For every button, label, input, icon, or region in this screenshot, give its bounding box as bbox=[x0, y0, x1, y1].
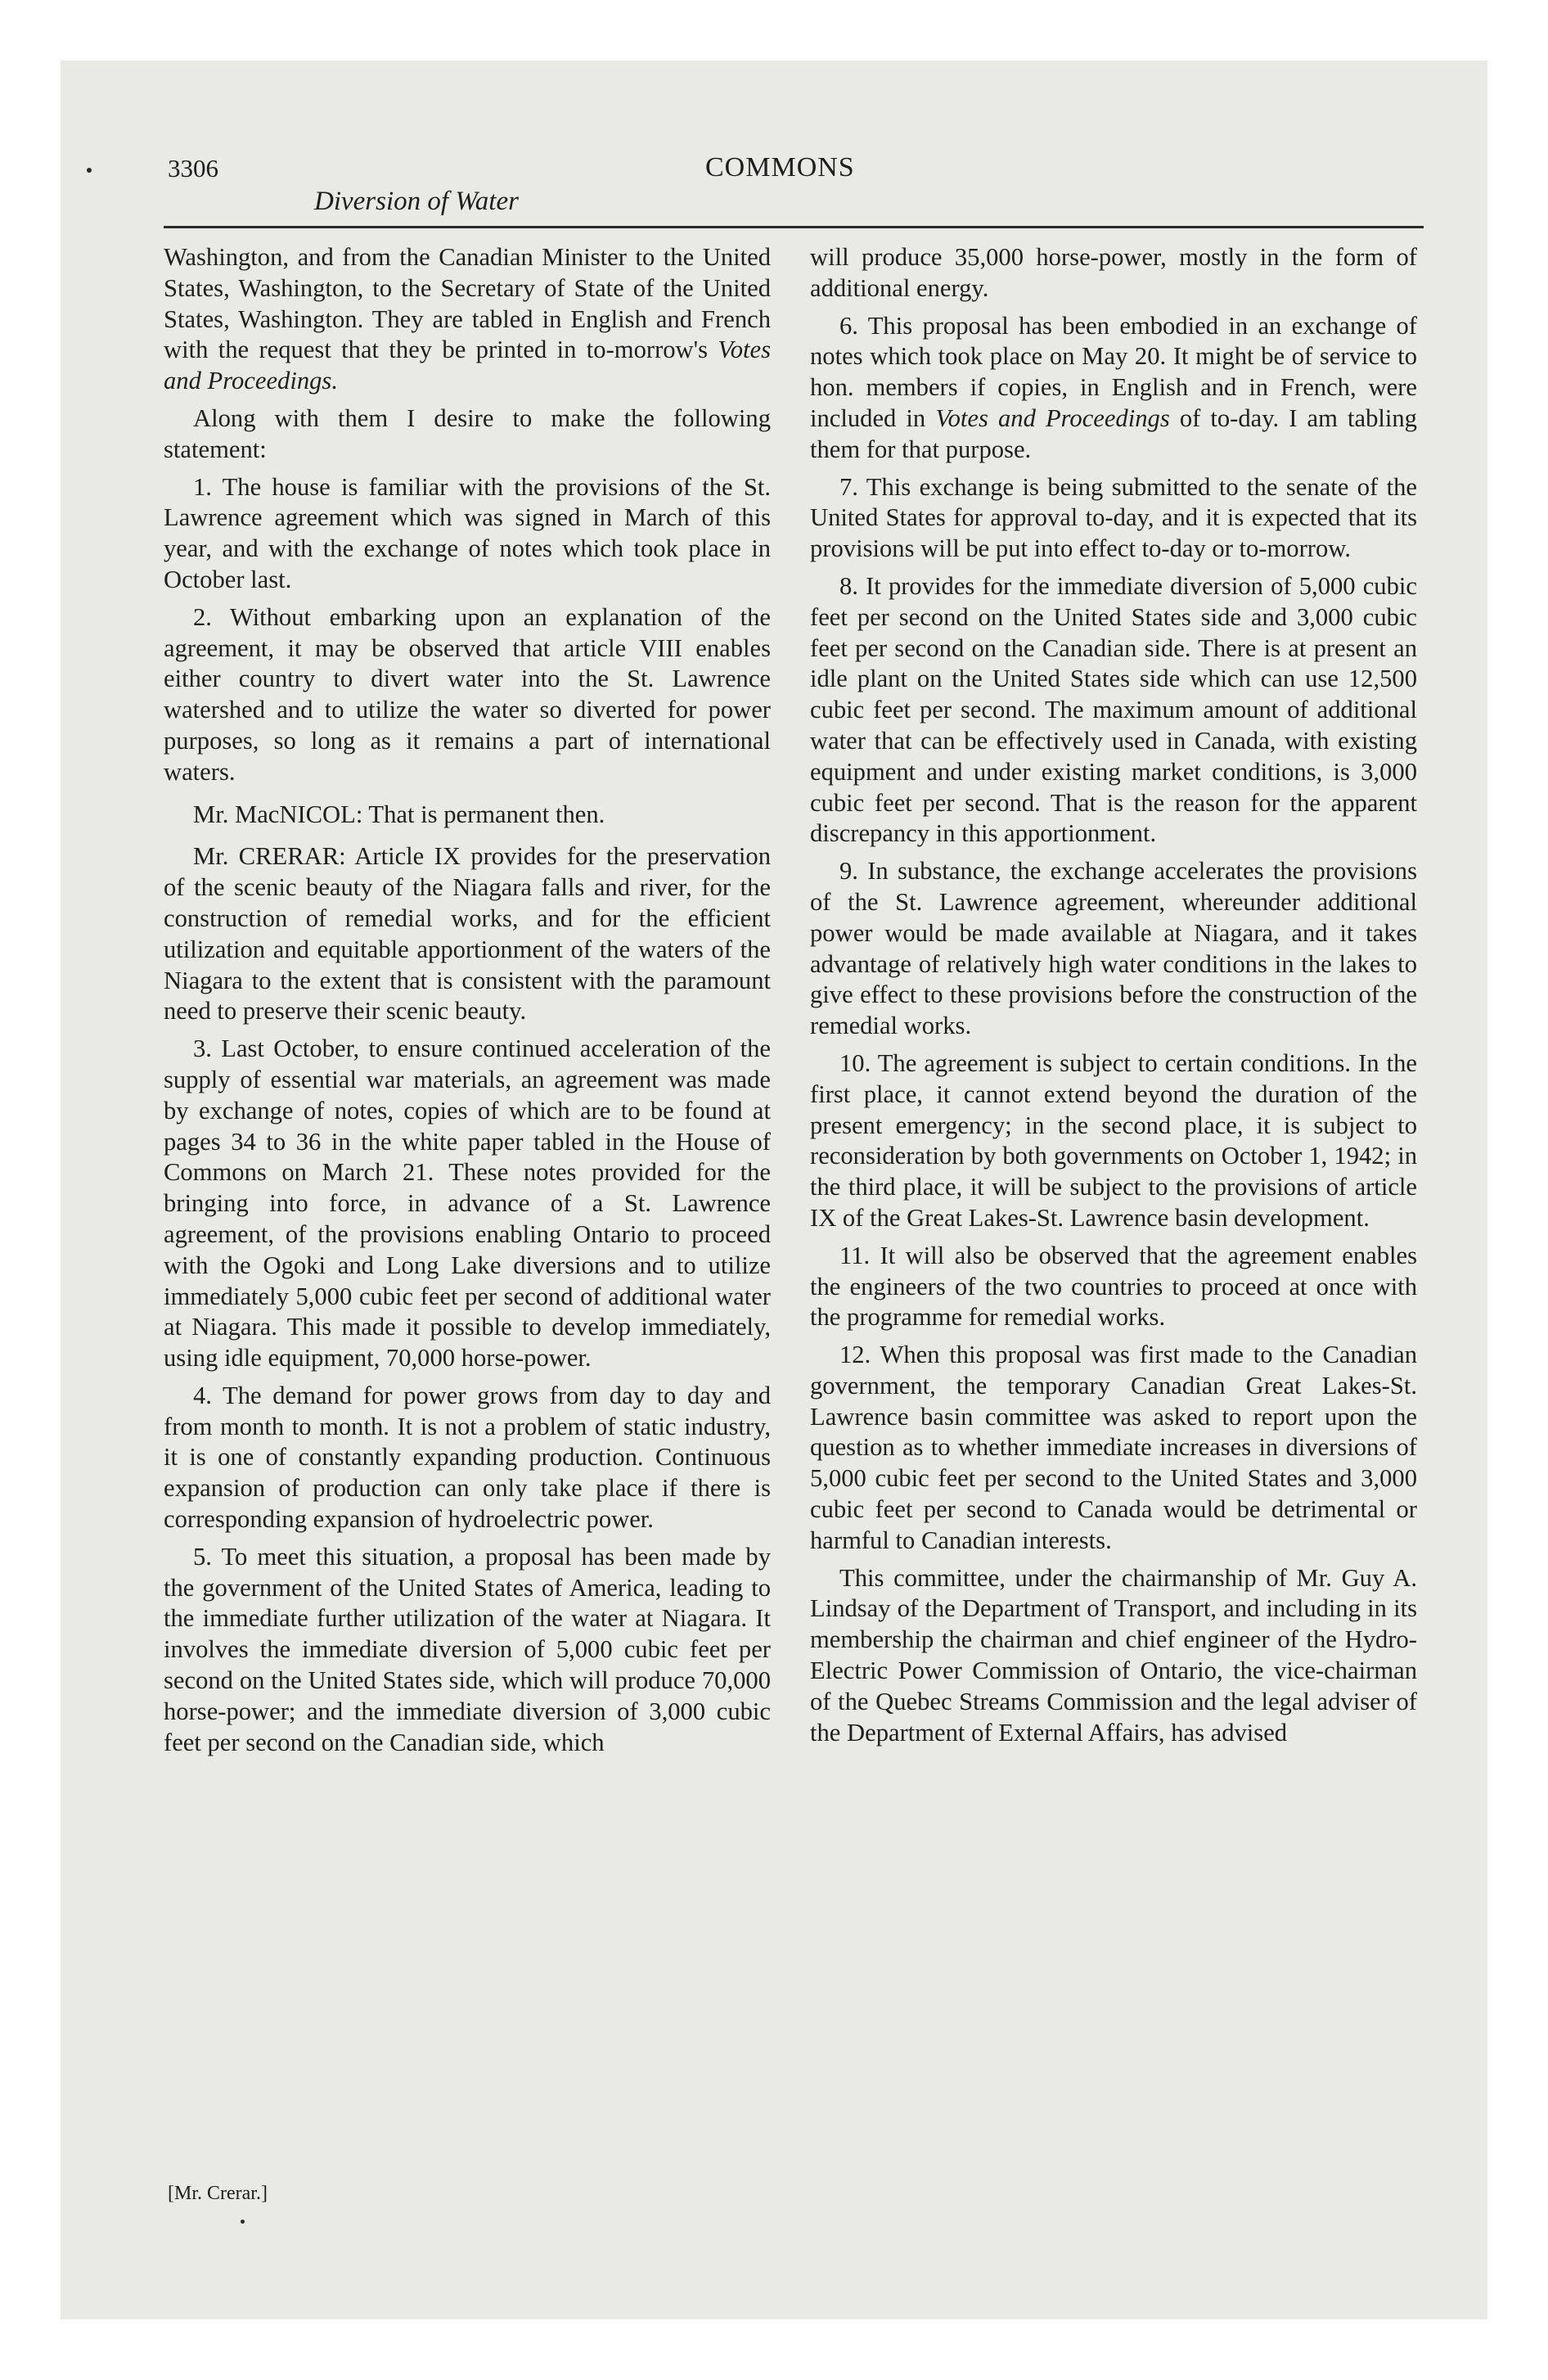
header-rule bbox=[164, 226, 1424, 228]
paragraph: 4. The demand for power grows from day to day and from month to month. It is not a problem of static industry, it is one of constantly expanding production. Continuous expansion of production can only take place if there is corresponding expansion of hydroelectric power. bbox=[164, 1381, 771, 1534]
header-dot bbox=[87, 168, 92, 173]
speaker-attribution: [Mr. Crerar.] bbox=[168, 2183, 268, 2204]
paragraph: This committee, under the chairmanship of Mr. Guy A. Lindsay of the Department of Transport, and including in its membership the chairman and chief engineer of the Hydro-Electric Power Commission of Ontario, the vice-chairman of the Quebec Streams Commission and the legal adviser of the Department of External Affairs, has advised bbox=[810, 1563, 1417, 1747]
paragraph: 2. Without embarking upon an explanation of the agreement, it may be observed that article VIII enables either country to divert water into the St. Lawrence watershed and to utilize the water so diverted for power purposes, so long as it remains a part of international waters. bbox=[164, 602, 771, 786]
paragraph: 12. When this proposal was first made to the Canadian government, the temporary Canadian Great Lakes-St. Lawrence basin committee was asked to report upon the question as to whether immediate increases in diversions of 5,000 cubic feet per second to the United States and 3,000 cubic feet per second to Canada would be detrimental or harmful to Canadian interests. bbox=[810, 1341, 1417, 1554]
paragraph: 3. Last October, to ensure continued acceleration of the supply of essential war materials, an agreement was made by exchange of notes, copies of which are to be found at pages 34 to 36 in the white paper tabled in the House of Commons on March 21. These notes provided for the bringing into force, in advance of a St. Lawrence agreement, of the provisions enabling Ontario to proceed with the Ogoki and Long Lake diversions and to utilize immediately 5,000 cubic feet per second of additional water at Niagara. This made it possible to develop immediately, using idle equipment, 70,000 horse-power. bbox=[164, 1034, 771, 1373]
paragraph: will produce 35,000 horse-power, mostly in the form of additional energy. bbox=[810, 243, 1417, 302]
paragraph: 5. To meet this situation, a proposal has been made by the government of the United States of America, leading to the immediate further utilization of the water at Niagara. It involves the immediate diversion of 5,000 cubic feet per second on the United States side, which will produce 70,000 horse-power; and the immediate diversion of 3,000 cubic feet per second on the Canadian side, which bbox=[164, 1542, 771, 1756]
paragraph: Mr. MacNICOL: That is permanent then. bbox=[193, 800, 605, 828]
paragraph: 11. It will also be observed that the agreement enables the engineers of the two countries to proceed at once with the programme for remedial works. bbox=[810, 1241, 1417, 1332]
subject-heading: Diversion of Water bbox=[314, 187, 519, 216]
page-header bbox=[0, 0, 1548, 237]
paragraph: Washington, and from the Canadian Minister to the United States, Washington, to the Secretary of State of the United States, Washington. They are tabled in English and French with the request that they be printed in to-morrow's Votes and Proceedings. bbox=[164, 243, 771, 395]
paragraph: 10. The agreement is subject to certain conditions. In the first place, it cannot extend beyond the duration of the present emergency; in the second place, it is subject to reconsideration by both governments on October 1, 1942; in the third place, it will be subject to the provisions of article IX of the Great Lakes-St. Lawrence basin development. bbox=[810, 1048, 1417, 1232]
footer-dot bbox=[241, 2220, 245, 2224]
paragraph: 8. It provides for the immediate diversion of 5,000 cubic feet per second on the United States side and 3,000 cubic feet per second on the Canadian side. There is at present an idle plant on the United States side which can use 12,500 cubic feet per second. The maximum amount of additional water that can be effectively used in Canada, with existing equipment and under existing market conditions, is 3,000 cubic feet per second. That is the reason for the apparent discrepancy in this apportionment. bbox=[810, 571, 1417, 848]
left-column bbox=[164, 242, 771, 1765]
paragraph: 1. The house is familiar with the provisions of the St. Lawrence agreement which was signed in March of this year, and with the exchange of notes which took place in October last. bbox=[164, 472, 771, 593]
page-number: 3306 bbox=[168, 154, 218, 183]
paragraph: Along with them I desire to make the following statement: bbox=[164, 403, 771, 463]
paragraph: 7. This exchange is being submitted to the senate of the United States for approval to-day, and it is expected that its provisions will be put into effect to-day or to-morrow. bbox=[810, 472, 1417, 563]
right-column bbox=[810, 242, 1417, 1755]
paragraph: 9. In substance, the exchange accelerates the provisions of the St. Lawrence agreement, whereunder additional power would be made available at Niagara, and it takes advantage of relatively high water conditions in the lakes to give effect to these provisions before the construction of the remedial works. bbox=[810, 857, 1417, 1040]
paragraph: 6. This proposal has been embodied in an exchange of notes which took place on May 20. It might be of service to hon. members if copies, in English and in French, were included in Votes and Proceedings of to-day. I am tabling them for that purpose. bbox=[810, 311, 1417, 463]
paragraph: Mr. CRERAR: Article IX provides for the preservation of the scenic beauty of the Niagara falls and river, for the construction of remedial works, and for the efficient utilization and equitable apportionment of the waters of the Niagara to the extent that is consistent with the paramount need to preserve their scenic beauty. bbox=[164, 842, 771, 1025]
running-head: COMMONS bbox=[705, 152, 855, 183]
